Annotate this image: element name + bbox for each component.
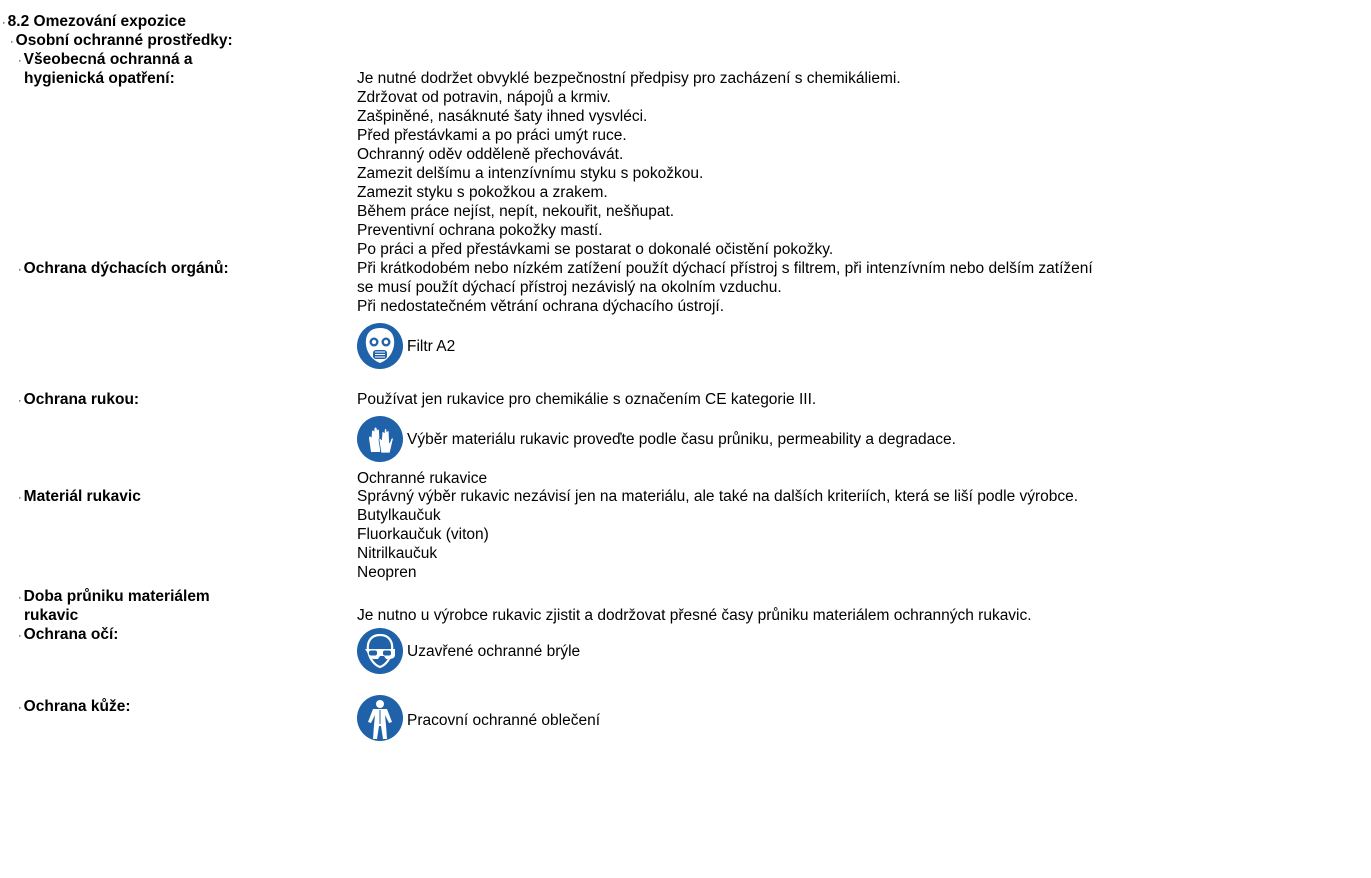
hands-icon-caption: Výběr materiálu rukavic proveďte podle času průniku, permeability a degradace. — [407, 431, 956, 448]
personal-protection-heading: · Osobní ochranné prostředky: — [10, 32, 233, 49]
eyes-icon-caption: Uzavřené ochranné brýle — [407, 643, 581, 660]
hands-label: · Ochrana rukou: — [18, 391, 140, 408]
general-line: Ochranný oděv odděleně přechovávát. — [357, 146, 624, 163]
respiratory-icon-caption: Filtr A2 — [407, 338, 456, 355]
skin-label: · Ochrana kůže: — [18, 698, 131, 715]
general-line: Preventivní ochrana pokožky mastí. — [357, 222, 603, 239]
general-line: Zašpiněné, nasáknuté šaty ihned vysvléci. — [357, 108, 648, 125]
breakthrough-label-line2: rukavic — [24, 607, 79, 624]
section-title: · 8.2 Omezování expozice — [2, 13, 186, 30]
glove-material-line: Fluorkaučuk (viton) — [357, 526, 489, 543]
general-line: Během práce nejíst, nepít, nekouřit, nešňupat. — [357, 203, 675, 220]
breakthrough-line: Je nutno u výrobce rukavic zjistit a dodržovat přesné časy průniku materiálem ochranných rukavic. — [357, 607, 1032, 624]
general-line: Zamezit styku s pokožkou a zrakem. — [357, 184, 608, 201]
respiratory-line: Při krátkodobém nebo nízkém zatížení použít dýchací přístroj s filtrem, při intenzívním nebo delším zatížení — [357, 260, 1093, 277]
skin-icon-caption: Pracovní ochranné oblečení — [407, 712, 601, 729]
hands-line: Používat jen rukavice pro chemikálie s označením CE kategorie III. — [357, 391, 817, 408]
breakthrough-label-line1: · Doba průniku materiálem — [18, 588, 210, 605]
gloves-icon — [357, 416, 403, 462]
eyes-label: · Ochrana očí: — [18, 626, 119, 643]
general-line: Po práci a před přestávkami se postarat o dokonalé očistění pokožky. — [357, 241, 834, 258]
general-line: Před přestávkami a po práci umýt ruce. — [357, 127, 627, 144]
glove-material-line: Neopren — [357, 564, 417, 581]
respiratory-label: · Ochrana dýchacích orgánů: — [18, 260, 229, 277]
safety-goggles-icon — [357, 628, 403, 674]
protective-suit-icon — [357, 695, 403, 741]
general-label-line1: · Všeobecná ochranná a — [18, 51, 193, 68]
general-line: Je nutné dodržet obvyklé bezpečnostní předpisy pro zacházení s chemikáliemi. — [357, 70, 901, 87]
general-line: Zamezit delšímu a intenzívnímu styku s pokožkou. — [357, 165, 704, 182]
respiratory-line: Při nedostatečném větrání ochrana dýchacího ústrojí. — [357, 298, 725, 315]
respirator-mask-icon — [357, 323, 403, 369]
glove-material-label: · Materiál rukavic — [18, 488, 141, 505]
hands-extra: Ochranné rukavice — [357, 470, 488, 487]
glove-material-line: Butylkaučuk — [357, 507, 441, 524]
glove-material-line: Správný výběr rukavic nezávisí jen na materiálu, ale také na dalších kriteriích, která se liší podle výrobce. — [357, 488, 1079, 505]
general-line: Zdržovat od potravin, nápojů a krmiv. — [357, 89, 611, 106]
general-label-line2: hygienická opatření: — [24, 70, 175, 87]
glove-material-line: Nitrilkaučuk — [357, 545, 438, 562]
respiratory-line: se musí použít dýchací přístroj nezávislý na okolním vzduchu. — [357, 279, 782, 296]
